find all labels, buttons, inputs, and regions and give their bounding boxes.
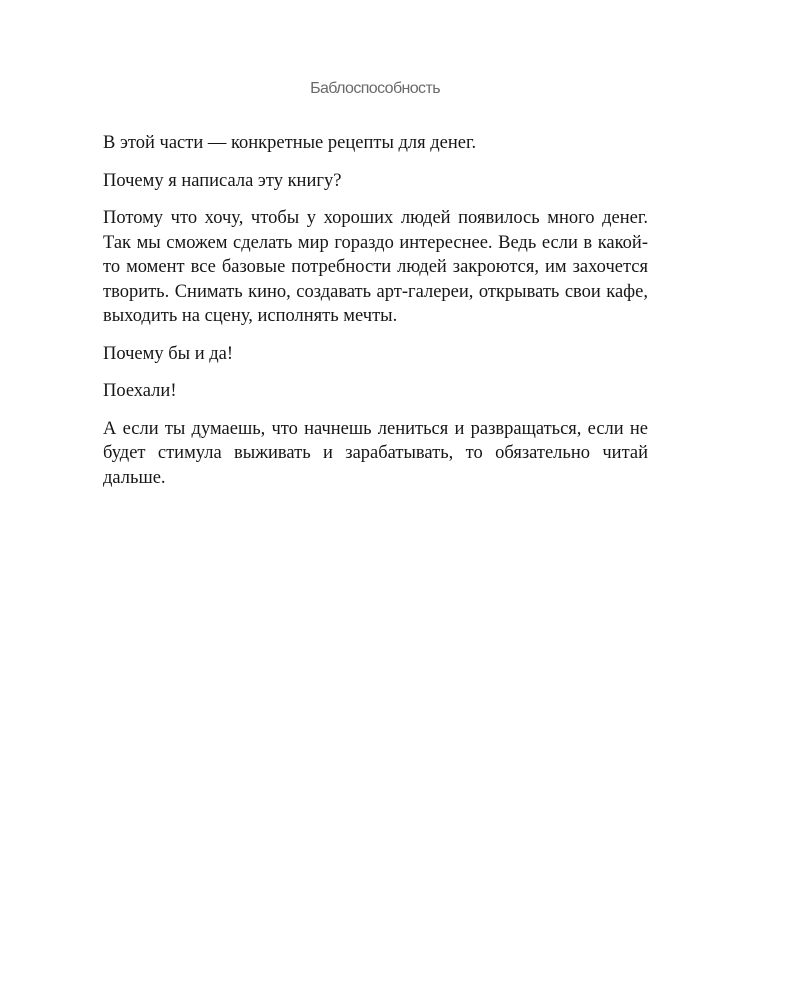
paragraph-reason: Потому что хочу, чтобы у хороших людей появилось много денег. Так мы сможем сделать мир гораздо интереснее. Ведь если в какой-то момент все базовые потребности людей закроются, им захочется творить. Снимать кино, создавать арт-галереи, открывать свои кафе, выходить на сцену, исполнять мечты. [103, 208, 648, 326]
paragraph-why-not: Почему бы и да! [103, 343, 234, 364]
paragraph-intro: В этой части — конкретные рецепты для денег. [103, 133, 477, 153]
paragraph-question: Почему я написала эту книгу? [103, 170, 342, 191]
paragraph-lets-go: Поехали! [103, 381, 177, 401]
paragraph-read-on: А если ты думаешь, что начнешь лениться и развращаться, если не будет стимула выживать и зарабатывать, то обязательно читай дальше. [103, 418, 648, 488]
running-header: Баблоспособность [310, 80, 440, 97]
body-text [103, 131, 648, 503]
